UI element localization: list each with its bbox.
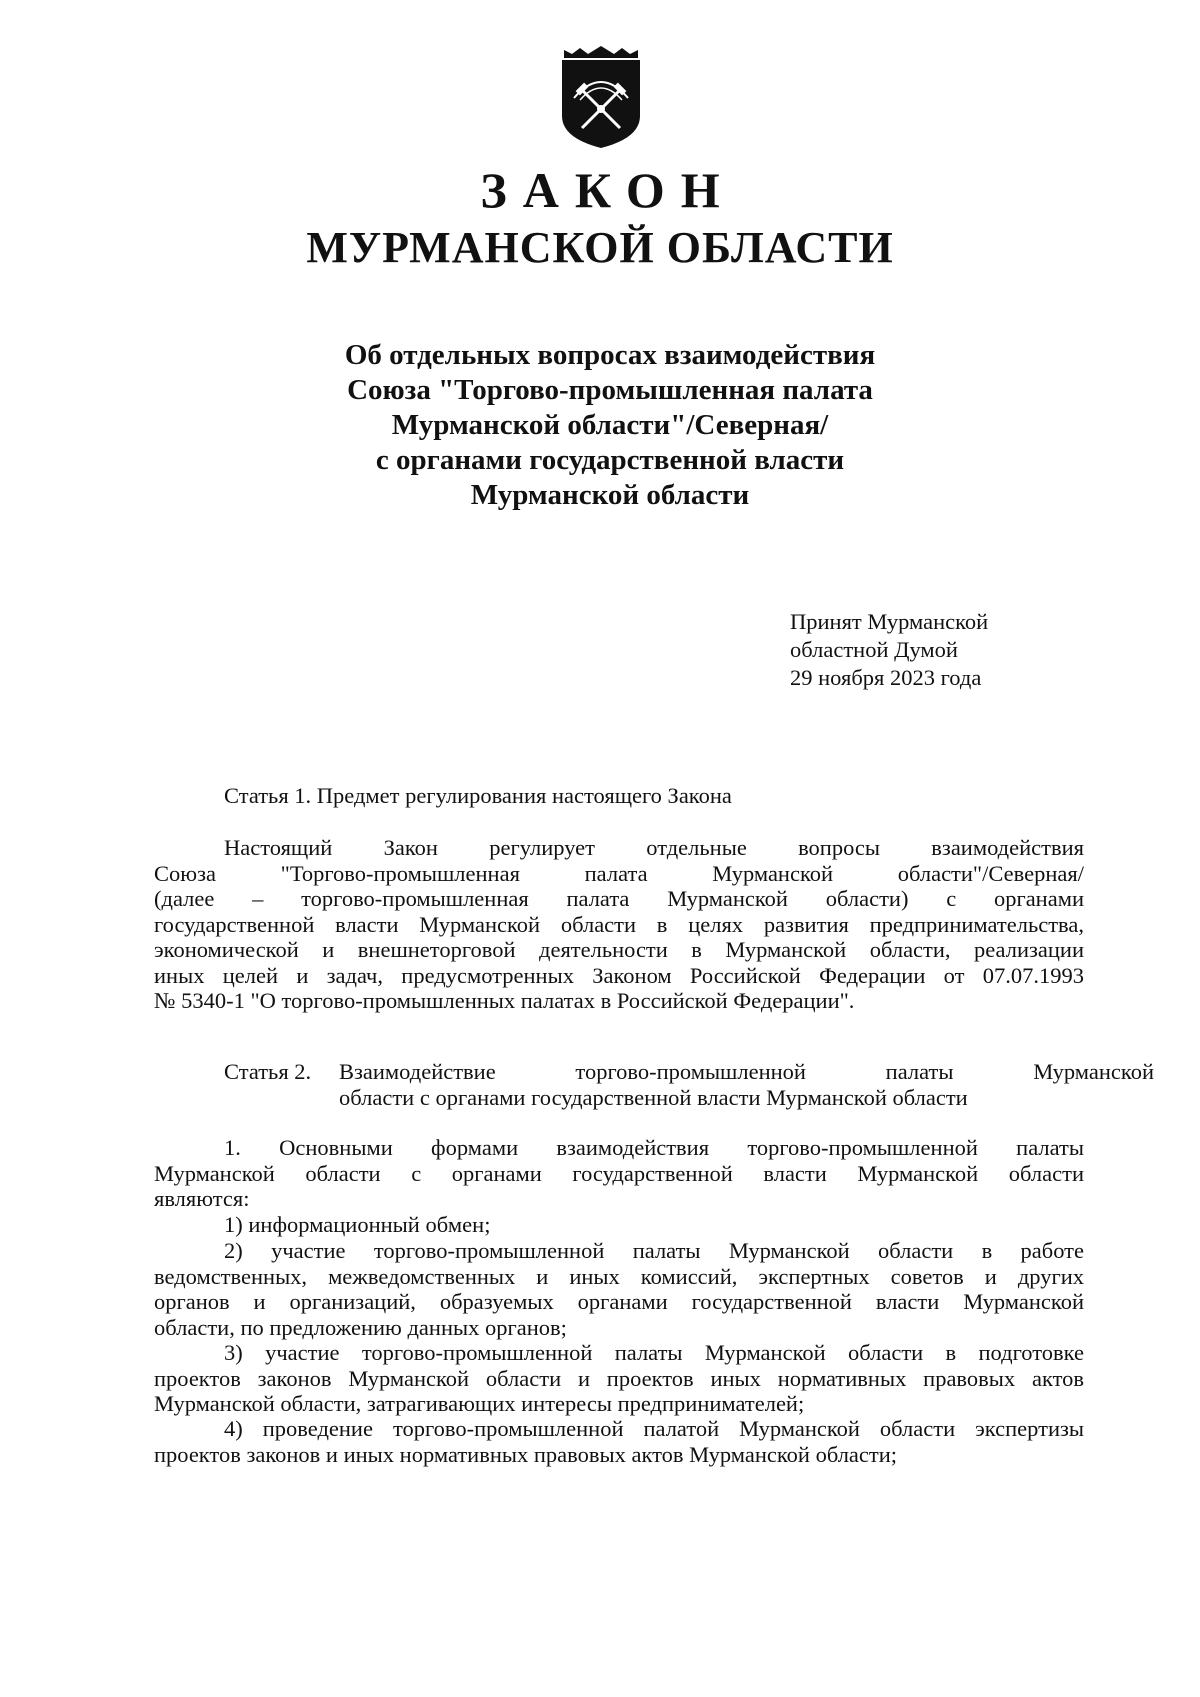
text-line: проектов законов и иных нормативных правовых актов Мурманской области; [154, 1441, 898, 1467]
text-line: иных целей и задач, предусмотренных Законом Российской Федерации от 07.07.1993 [154, 962, 1084, 988]
adoption-date: 29 ноября 2023 года [790, 665, 982, 690]
law-subject-line: Мурманской области [470, 479, 750, 511]
text-line: Мурманской области, затрагивающих интересы предпринимателей; [154, 1391, 805, 1416]
text-line: области, по предложению данных органов; [154, 1314, 567, 1340]
text-line: № 5340-1 "О торгово-промышленных палатах в Российской Федерации". [154, 988, 855, 1013]
text-line: 2) участие торгово-промышленной палаты Мурманской области в работе [224, 1238, 1084, 1263]
text-line: 3) участие торгово-промышленной палаты Мурманской области в подготовке [224, 1340, 1084, 1365]
adoption-line: Принят Мурманской [790, 609, 989, 634]
law-subject [250, 338, 970, 513]
article-1-heading: Статья 1. Предмет регулирования настоящего Закона [224, 783, 732, 808]
article-2-title-line: Взаимодействие торгово-промышленной палаты Мурманской [339, 1059, 1154, 1084]
adoption-line: областной Думой [790, 637, 958, 662]
text-line: государственной власти Мурманской области в целях развития предпринимательства, [154, 911, 1084, 937]
text-line: Мурманской области с органами государственной власти Мурманской области [154, 1160, 1084, 1186]
text-line: 1. Основными формами взаимодействия торгово-промышленной палаты [224, 1135, 1084, 1160]
article-2-title-line: области с органами государственной власти Мурманской области [339, 1084, 968, 1110]
text-line: ведомственных, межведомственных и иных комиссий, экспертных советов и других [154, 1263, 1084, 1289]
text-line: проектов законов Мурманской области и проектов иных нормативных правовых актов [154, 1365, 1084, 1391]
article-2-number: Статья 2. [224, 1059, 312, 1084]
article-2-subitem-4 [154, 1416, 1084, 1467]
article-1-body [154, 835, 1084, 1014]
law-subject-line: Союза "Торгово-промышленная палата [347, 374, 873, 406]
text-line: экономической и внешнеторговой деятельности в Мурманской области, реализации [154, 937, 1084, 962]
text-line: Союза "Торгово-промышленная палата Мурманской области"/Северная/ [154, 860, 1084, 886]
text-line: Настоящий Закон регулирует отдельные вопросы взаимодействия [224, 835, 1084, 860]
adoption-note [790, 608, 1090, 692]
article-2-item-1 [154, 1135, 1084, 1212]
text-line: 1) информационный обмен; [224, 1212, 491, 1237]
text-line: (далее – торгово-промышленная палата Мурманской области) с органами [154, 886, 1084, 911]
law-subject-line: Об отдельных вопросах взаимодействия [344, 339, 876, 371]
article-2-subitem-1 [154, 1212, 1084, 1238]
article-2-heading [224, 1059, 1154, 1110]
text-line: органов и организаций, образуемых органами государственной власти Мурманской [154, 1289, 1084, 1314]
text-line: 4) проведение торгово-промышленной палатой Мурманской области экспертизы [224, 1416, 1084, 1441]
article-2-subitem-3 [154, 1340, 1084, 1417]
law-region-title: МУРМАНСКОЙ ОБЛАСТИ [306, 223, 894, 272]
article-2-subitem-2 [154, 1238, 1084, 1340]
coat-of-arms-icon [558, 46, 644, 150]
text-line: являются: [154, 1186, 250, 1211]
law-subject-line: Мурманской области"/Северная/ [391, 409, 829, 441]
law-subject-line: с органами государственной власти [375, 444, 845, 476]
law-title: ЗАКОН [480, 162, 736, 218]
